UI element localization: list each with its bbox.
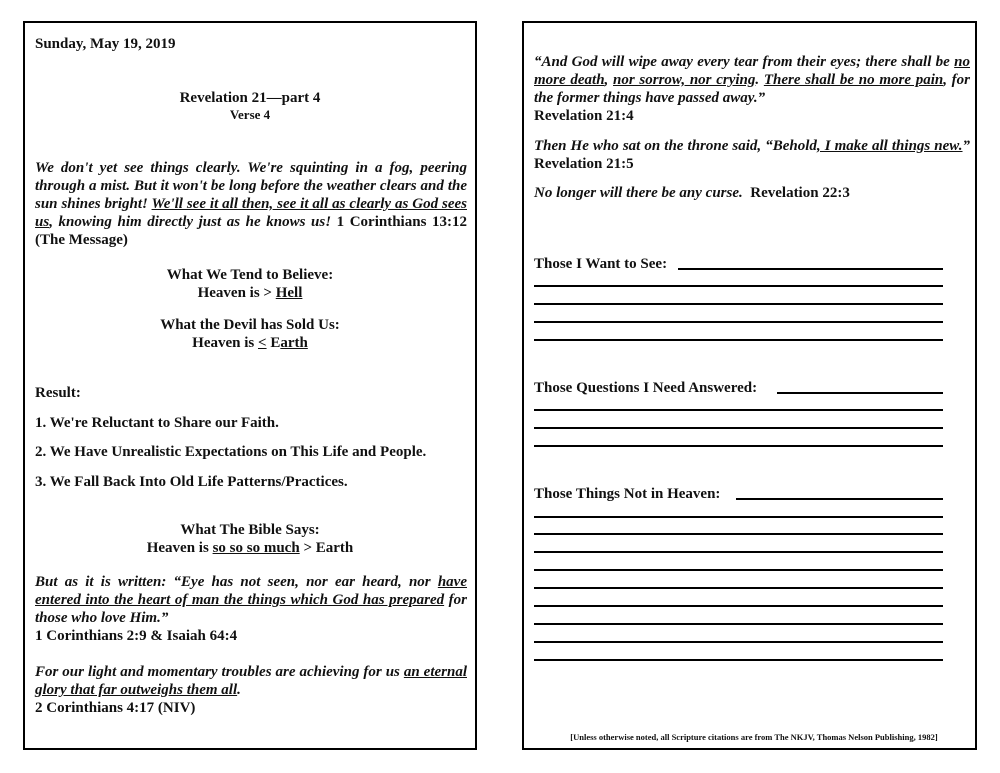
write-line[interactable] bbox=[534, 339, 943, 341]
result-item: 3. We Fall Back Into Old Life Patterns/Practices. bbox=[35, 474, 348, 490]
write-line[interactable] bbox=[534, 427, 943, 429]
write-line[interactable] bbox=[534, 303, 943, 305]
message-quote: We don't yet see things clearly. We're squinting in a fog, peering through a mist. But it won't be long before the weather clears and the sun shines bright! We'll see it all then, see it all as clearly as God sees us, knowing him directly just as he knows us! 1 Corinthians 13:12 (The Message) bbox=[35, 160, 467, 248]
write-line[interactable] bbox=[534, 321, 943, 323]
write-line[interactable] bbox=[736, 498, 943, 500]
write-line[interactable] bbox=[534, 409, 943, 411]
bible-heading: What The Bible Says: bbox=[180, 522, 320, 538]
cor2-reference: 1 Corinthians 2:9 & Isaiah 64:4 bbox=[35, 628, 238, 644]
result-item: 1. We're Reluctant to Share our Faith. bbox=[35, 415, 279, 431]
write-line[interactable] bbox=[534, 605, 943, 607]
write-line[interactable] bbox=[534, 533, 943, 535]
cor4-quote: For our light and momentary troubles are achieving for us an eternal glory that far outweighs them all. bbox=[35, 664, 467, 698]
tend-statement: Heaven is > Hell bbox=[197, 285, 303, 301]
questions-label: Those Questions I Need Answered: bbox=[534, 380, 758, 396]
write-line[interactable] bbox=[534, 551, 943, 553]
rev21-4-reference: Revelation 21:4 bbox=[534, 108, 634, 124]
write-line[interactable] bbox=[534, 285, 943, 287]
right-panel bbox=[522, 21, 977, 750]
rev22-3-quote: No longer will there be any curse. Revelation 22:3 bbox=[534, 185, 850, 201]
left-panel bbox=[23, 21, 477, 750]
write-line[interactable] bbox=[534, 516, 943, 518]
rev21-5-quote: Then He who sat on the throne said, “Behold, I make all things new.” Revelation 21:5 bbox=[534, 138, 971, 172]
write-line[interactable] bbox=[534, 623, 943, 625]
devil-statement: Heaven is < Earth bbox=[192, 335, 308, 351]
write-line[interactable] bbox=[534, 641, 943, 643]
cor2-quote: But as it is written: “Eye has not seen, nor ear heard, nor have entered into the heart of man the things which God has prepared for those who love Him.” bbox=[35, 574, 467, 626]
devil-heading: What the Devil has Sold Us: bbox=[160, 317, 340, 333]
write-line[interactable] bbox=[534, 445, 943, 447]
bible-statement: Heaven is so so so much > Earth bbox=[146, 540, 354, 556]
write-line[interactable] bbox=[678, 268, 943, 270]
date: Sunday, May 19, 2019 bbox=[35, 36, 176, 52]
result-heading: Result: bbox=[35, 385, 81, 401]
write-line[interactable] bbox=[534, 569, 943, 571]
sermon-title: Revelation 21—part 4 bbox=[179, 90, 321, 106]
write-line[interactable] bbox=[777, 392, 943, 394]
result-item: 2. We Have Unrealistic Expectations on This Life and People. bbox=[35, 444, 427, 460]
footnote: [Unless otherwise noted, all Scripture citations are from The NKJV, Thomas Nelson Publishing, 1982] bbox=[570, 731, 938, 742]
cor4-reference: 2 Corinthians 4:17 (NIV) bbox=[35, 700, 196, 716]
verse-label: Verse 4 bbox=[229, 107, 271, 122]
rev21-4-quote: “And God will wipe away every tear from their eyes; there shall be no more death, nor sorrow, nor crying. There shall be no more pain, for the former things have passed away.” bbox=[534, 54, 971, 106]
write-line[interactable] bbox=[534, 587, 943, 589]
write-line[interactable] bbox=[534, 659, 943, 661]
things-label: Those Things Not in Heaven: bbox=[534, 486, 721, 502]
tend-heading: What We Tend to Believe: bbox=[166, 267, 334, 283]
see-label: Those I Want to See: bbox=[534, 256, 668, 272]
